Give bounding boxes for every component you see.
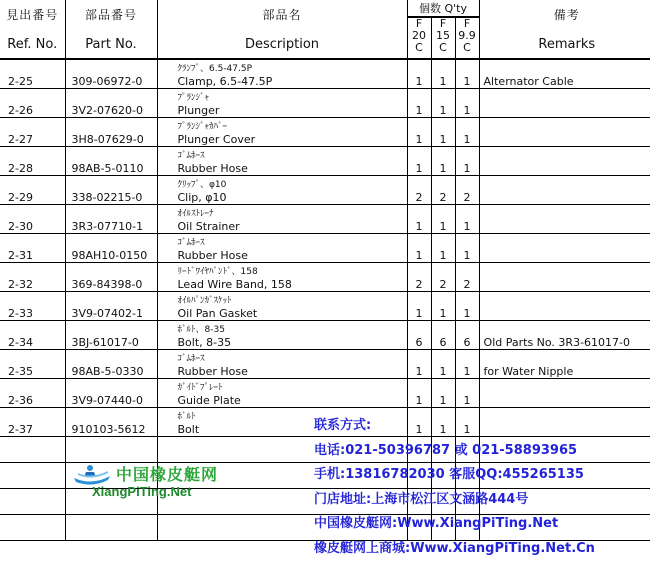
qty-cell: 1	[431, 292, 455, 321]
part-header: 部品番号 Part No.	[65, 0, 157, 59]
part-no-cell: 3R3-07710-1	[65, 205, 157, 234]
table-row	[0, 59, 650, 89]
ref-header: 見出番号 Ref. No.	[0, 0, 65, 59]
description-cell	[157, 321, 407, 350]
description-jp: ﾎﾞﾙﾄ	[178, 412, 407, 423]
remarks-cell	[479, 118, 650, 147]
logo-chinese-text: 中国橡皮艇网	[116, 462, 218, 485]
remarks-cell	[479, 263, 650, 292]
qty-cell: 1	[407, 292, 431, 321]
description-jp: ｺﾞﾑﾎｰｽ	[178, 238, 407, 249]
qty-col-f20: F 20 C	[407, 17, 431, 59]
description-cell	[157, 89, 407, 118]
description-en: Rubber Hose	[178, 365, 407, 378]
ref-cell: 2-31	[0, 234, 65, 263]
description-jp: ｸﾗﾝﾌﾟ、6.5-47.5P	[178, 64, 407, 75]
qty-col-f15: F 15 C	[431, 17, 455, 59]
part-no-cell: 309-06972-0	[65, 59, 157, 89]
qty-cell: 2	[407, 176, 431, 205]
table-row	[0, 234, 650, 263]
qty-cell: 1	[407, 89, 431, 118]
description-cell	[157, 350, 407, 379]
description-jp: ﾌﾟﾗﾝｼﾞｬ	[178, 93, 407, 104]
table-row	[0, 147, 650, 176]
qty-cell: 2	[407, 263, 431, 292]
description-en: Lead Wire Band, 158	[178, 278, 407, 291]
description-cell	[157, 176, 407, 205]
ref-cell: 2-36	[0, 379, 65, 408]
qty-cell: 1	[455, 59, 479, 89]
description-en: Bolt, 8-35	[178, 336, 407, 349]
remarks-cell: Alternator Cable	[479, 59, 650, 89]
contact-shop-link[interactable]: 橡皮艇网上商城:Www.XiangPiTing.Net.Cn	[314, 537, 650, 561]
ref-cell: 2-35	[0, 350, 65, 379]
qty-cell: 1	[455, 408, 479, 437]
contact-overlay	[314, 414, 650, 561]
description-cell	[157, 234, 407, 263]
contact-mobile: 手机:13816782030 客服QQ:455265135	[314, 463, 650, 488]
qty-cell: 1	[407, 379, 431, 408]
remarks-cell	[479, 147, 650, 176]
remarks-cell	[479, 89, 650, 118]
remarks-cell: Old Parts No. 3R3-61017-0	[479, 321, 650, 350]
qty-cell: 1	[407, 234, 431, 263]
description-en: Clamp, 6.5-47.5P	[178, 75, 407, 88]
qty-cell: 1	[455, 350, 479, 379]
table-row	[0, 263, 650, 292]
qty-cell: 2	[431, 263, 455, 292]
table-row	[0, 292, 650, 321]
remarks-header: 備考 Remarks	[479, 0, 650, 59]
qty-cell: 1	[455, 147, 479, 176]
description-jp: ｺﾞﾑﾎｰｽ	[178, 354, 407, 365]
qty-cell: 1	[431, 350, 455, 379]
part-no-cell: 3V9-07440-0	[65, 379, 157, 408]
qty-cell: 2	[455, 263, 479, 292]
qty-cell: 1	[455, 89, 479, 118]
ref-cell: 2-27	[0, 118, 65, 147]
qty-cell: 2	[455, 176, 479, 205]
qty-cell: 6	[431, 321, 455, 350]
remarks-cell: for Water Nipple	[479, 350, 650, 379]
description-cell	[157, 59, 407, 89]
ref-cell: 2-26	[0, 89, 65, 118]
part-no-cell: 3V9-07402-1	[65, 292, 157, 321]
table-row	[0, 379, 650, 408]
description-header: 部品名 Description	[157, 0, 407, 59]
description-en: Bolt	[178, 423, 407, 436]
qty-cell: 1	[455, 118, 479, 147]
qty-cell: 1	[431, 234, 455, 263]
table-row	[0, 89, 650, 118]
qty-cell: 6	[407, 321, 431, 350]
description-cell	[157, 379, 407, 408]
description-cell	[157, 147, 407, 176]
qty-col-f9-9: F 9.9 C	[455, 17, 479, 59]
qty-cell: 1	[407, 59, 431, 89]
table-row	[0, 176, 650, 205]
part-no-cell: 98AB-5-0110	[65, 147, 157, 176]
remarks-cell	[479, 292, 650, 321]
qty-cell: 6	[455, 321, 479, 350]
contact-phone: 电话:021-50396787 或 021-58893965	[314, 439, 650, 464]
description-jp: ｶﾞｲﾄﾞﾌﾟﾚｰﾄ	[178, 383, 407, 394]
ref-cell: 2-28	[0, 147, 65, 176]
description-en: Plunger Cover	[178, 133, 407, 146]
part-no-cell: 369-84398-0	[65, 263, 157, 292]
description-en: Oil Pan Gasket	[178, 307, 407, 320]
logo-english-text: XiangPiTing.Net	[92, 484, 191, 499]
qty-header: 個数 Q'ty	[407, 0, 479, 17]
description-jp: ﾎﾞﾙﾄ、8-35	[178, 325, 407, 336]
qty-cell: 1	[431, 89, 455, 118]
ref-cell: 2-33	[0, 292, 65, 321]
table-row	[0, 205, 650, 234]
description-en: Clip, φ10	[178, 191, 407, 204]
header-row	[0, 0, 650, 17]
part-no-cell: 3V2-07620-0	[65, 89, 157, 118]
part-no-cell: 98AB-5-0330	[65, 350, 157, 379]
contact-address: 门店地址:上海市松江区文涵路444号	[314, 488, 650, 513]
remarks-cell	[479, 234, 650, 263]
ref-cell: 2-32	[0, 263, 65, 292]
table-row	[0, 118, 650, 147]
site-logo	[72, 460, 247, 502]
qty-cell: 1	[431, 379, 455, 408]
remarks-cell	[479, 379, 650, 408]
ref-cell: 2-29	[0, 176, 65, 205]
boat-logo-icon	[72, 460, 112, 486]
qty-cell: 1	[455, 292, 479, 321]
qty-cell: 1	[431, 408, 455, 437]
description-jp: ｵｲﾙﾊﾟﾝｶﾞｽｹｯﾄ	[178, 296, 407, 307]
contact-site-link[interactable]: 中国橡皮艇网:Www.XiangPiTing.Net	[314, 512, 650, 537]
remarks-cell	[479, 205, 650, 234]
description-jp: ｵｲﾙｽﾄﾚｰﾅ	[178, 209, 407, 220]
ref-cell: 2-37	[0, 408, 65, 437]
qty-cell: 1	[431, 59, 455, 89]
part-no-cell: 98AH10-0150	[65, 234, 157, 263]
part-no-cell: 3H8-07629-0	[65, 118, 157, 147]
description-cell	[157, 263, 407, 292]
description-jp: ﾘｰﾄﾞﾜｲﾔﾊﾞﾝﾄﾞ、158	[178, 267, 407, 278]
ref-cell: 2-34	[0, 321, 65, 350]
description-en: Oil Strainer	[178, 220, 407, 233]
qty-cell: 1	[455, 379, 479, 408]
description-en: Plunger	[178, 104, 407, 117]
contact-heading: 联系方式:	[314, 414, 650, 439]
description-en: Guide Plate	[178, 394, 407, 407]
description-cell	[157, 205, 407, 234]
qty-cell: 1	[455, 234, 479, 263]
description-cell	[157, 292, 407, 321]
qty-cell: 1	[455, 205, 479, 234]
qty-cell: 1	[431, 205, 455, 234]
description-jp: ｸﾘｯﾌﾟ、φ10	[178, 180, 407, 191]
part-no-cell: 338-02215-0	[65, 176, 157, 205]
qty-cell: 2	[431, 176, 455, 205]
description-jp: ﾌﾟﾗﾝｼﾞｬｶﾊﾞｰ	[178, 122, 407, 133]
description-en: Rubber Hose	[178, 249, 407, 262]
qty-cell: 1	[407, 408, 431, 437]
table-row	[0, 321, 650, 350]
remarks-cell	[479, 176, 650, 205]
qty-cell: 1	[431, 147, 455, 176]
table-row	[0, 350, 650, 379]
ref-cell: 2-25	[0, 59, 65, 89]
qty-cell: 1	[407, 350, 431, 379]
ref-cell: 2-30	[0, 205, 65, 234]
part-no-cell: 910103-5612	[65, 408, 157, 437]
description-en: Rubber Hose	[178, 162, 407, 175]
description-jp: ｺﾞﾑﾎｰｽ	[178, 151, 407, 162]
qty-cell: 1	[431, 118, 455, 147]
qty-cell: 1	[407, 147, 431, 176]
part-no-cell: 3BJ-61017-0	[65, 321, 157, 350]
qty-cell: 1	[407, 205, 431, 234]
qty-cell: 1	[407, 118, 431, 147]
description-cell	[157, 118, 407, 147]
